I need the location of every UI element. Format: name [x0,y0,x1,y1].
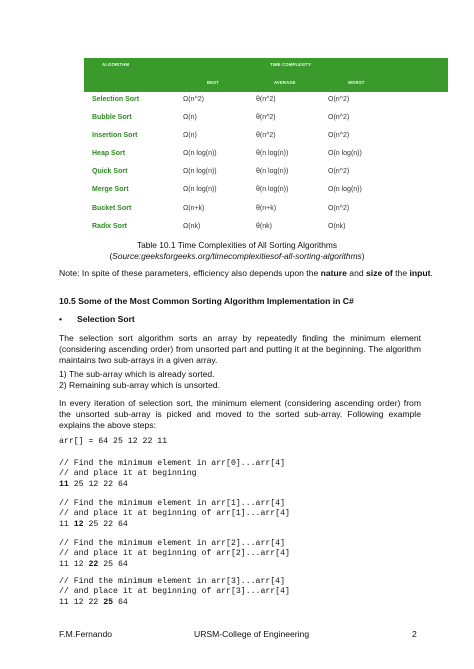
code-comment: // Find the minimum element in arr[3]...arr[4] [59,577,286,586]
footer-author: F.M.Fernando [59,629,113,639]
best-case: Ω(n log(n)) [183,168,217,175]
list-item-unsorted: 2) Remaining sub-array which is unsorted. [59,380,220,390]
code-suffix: 25 22 64 [83,519,128,529]
worst-case: O(n log(n)) [328,150,362,157]
best-case: Ω(n) [183,114,197,121]
table-row [84,219,448,237]
table-row [84,182,448,200]
best-case: Ω(n) [183,132,197,139]
code-comment: // Find the minimum element in arr[2]...arr[4] [59,539,286,548]
code-result [59,560,290,570]
code-suffix: 25 12 22 64 [68,479,128,489]
code-block [59,577,290,608]
note-mid: and [346,268,367,278]
worst-case: O(nk) [328,223,346,230]
best-case: Ω(n^2) [183,96,204,103]
code-block [59,459,285,490]
best-case: Ω(n+k) [183,205,205,212]
algorithm-name: Merge Sort [92,186,129,193]
worst-case: O(n^2) [328,205,350,212]
worst-case: O(n^2) [328,132,350,139]
code-block [59,499,290,530]
note-mid2: the [392,268,410,278]
complexity-table [84,58,448,248]
code-highlight: 25 [103,597,114,607]
source-close: ) [361,251,365,261]
footer-college: URSM-College of Engineering [194,629,310,639]
note-input: input [409,268,431,278]
note-suffix: . [430,268,433,278]
note-nature: nature [320,268,347,278]
table-row [84,164,448,182]
average-case: θ(n^2) [256,114,276,121]
table-row [84,128,448,146]
table-row [84,92,448,110]
code-prefix: 11 12 [59,559,89,569]
average-case: θ(n log(n)) [256,168,289,175]
code-comment: // and place it at beginning of arr[2]...arr[4] [59,549,290,559]
best-case: Ω(n log(n)) [183,186,217,193]
list-item-sorted: 1) The sub-array which is already sorted. [59,369,215,379]
code-result [59,598,290,608]
bullet-label: Selection Sort [77,314,135,324]
worst-case: O(n log(n)) [328,186,362,193]
best-case: Ω(n log(n)) [183,150,217,157]
table-row [84,201,448,219]
code-suffix: 64 [113,597,128,607]
code-comment: // and place it at beginning of arr[3]...arr[4] [59,587,290,597]
code-highlight: 11 [59,479,69,489]
worst-case: O(n^2) [328,168,350,175]
table-header [84,58,448,92]
header-best: BEST [207,80,219,85]
best-case: Ω(nk) [183,223,201,230]
average-case: θ(n log(n)) [256,186,289,193]
code-block [59,539,290,570]
code-highlight: 12 [73,519,84,529]
code-suffix: 25 64 [98,559,128,569]
header-algorithm: ALGORITHM [102,62,130,67]
algorithm-name: Quick Sort [92,168,128,175]
header-average: AVERAGE [274,80,296,85]
code-result [59,520,290,530]
source-link: Source:geeksforgeeks.org/timecomplexitiesof-all-sorting-algorithms [112,251,362,261]
algorithm-name: Selection Sort [92,96,140,103]
code-prefix: 11 12 22 [59,597,104,607]
source-open: ( [109,251,113,261]
algorithm-name: Bubble Sort [92,114,132,121]
header-time-complexity: TIME COMPLEXITY [270,62,312,67]
average-case: θ(n^2) [256,96,276,103]
algorithm-name: Insertion Sort [92,132,138,139]
bullet-selection-sort [59,314,135,324]
iteration-paragraph: In every iteration of selection sort, the minimum element (considering ascending order) from the unsorted sub-array is picked and moved to the sorted sub-array. Following example explains the above steps: [59,398,421,430]
intro-paragraph: The selection sort algorithm sorts an array by repeatedly finding the minimum element (considering ascending order) from unsorted part and putting it at the beginning. The algorithm maintains two sub-arrays in a given array. [59,333,421,365]
code-comment: // Find the minimum element in arr[0]...arr[4] [59,459,286,468]
header-worst: WORST [348,80,365,85]
table-row [84,110,448,128]
average-case: θ(nk) [256,223,272,230]
worst-case: O(n^2) [328,96,350,103]
average-case: θ(n log(n)) [256,150,289,157]
code-result [59,480,285,490]
code-highlight: 22 [88,559,99,569]
average-case: θ(n^2) [256,132,276,139]
table-caption: Table 10.1 Time Complexities of All Sorting Algorithms [136,240,338,250]
code-prefix: 11 [59,519,74,529]
algorithm-name: Radix Sort [92,223,128,230]
note-paragraph [59,268,439,279]
code-comment: // and place it at beginning of arr[1]...arr[4] [59,509,290,519]
average-case: θ(n+k) [256,205,277,212]
table-row [84,146,448,164]
note-prefix: Note: In spite of these parameters, efficiency also depends upon the [59,268,321,278]
code-arr-line: arr[] = 64 25 12 22 11 [59,437,168,446]
algorithm-name: Bucket Sort [92,205,132,212]
table-source [0,251,474,261]
code-comment: // Find the minimum element in arr[1]...arr[4] [59,499,286,508]
footer-page-number: 2 [412,629,417,639]
worst-case: O(n^2) [328,114,350,121]
bullet-icon: • [59,314,63,324]
algorithm-name: Heap Sort [92,150,126,157]
section-heading: 10.5 Some of the Most Common Sorting Algorithm Implementation in C# [59,296,354,306]
note-size: size of [366,268,393,278]
code-comment: // and place it at beginning [59,469,197,479]
